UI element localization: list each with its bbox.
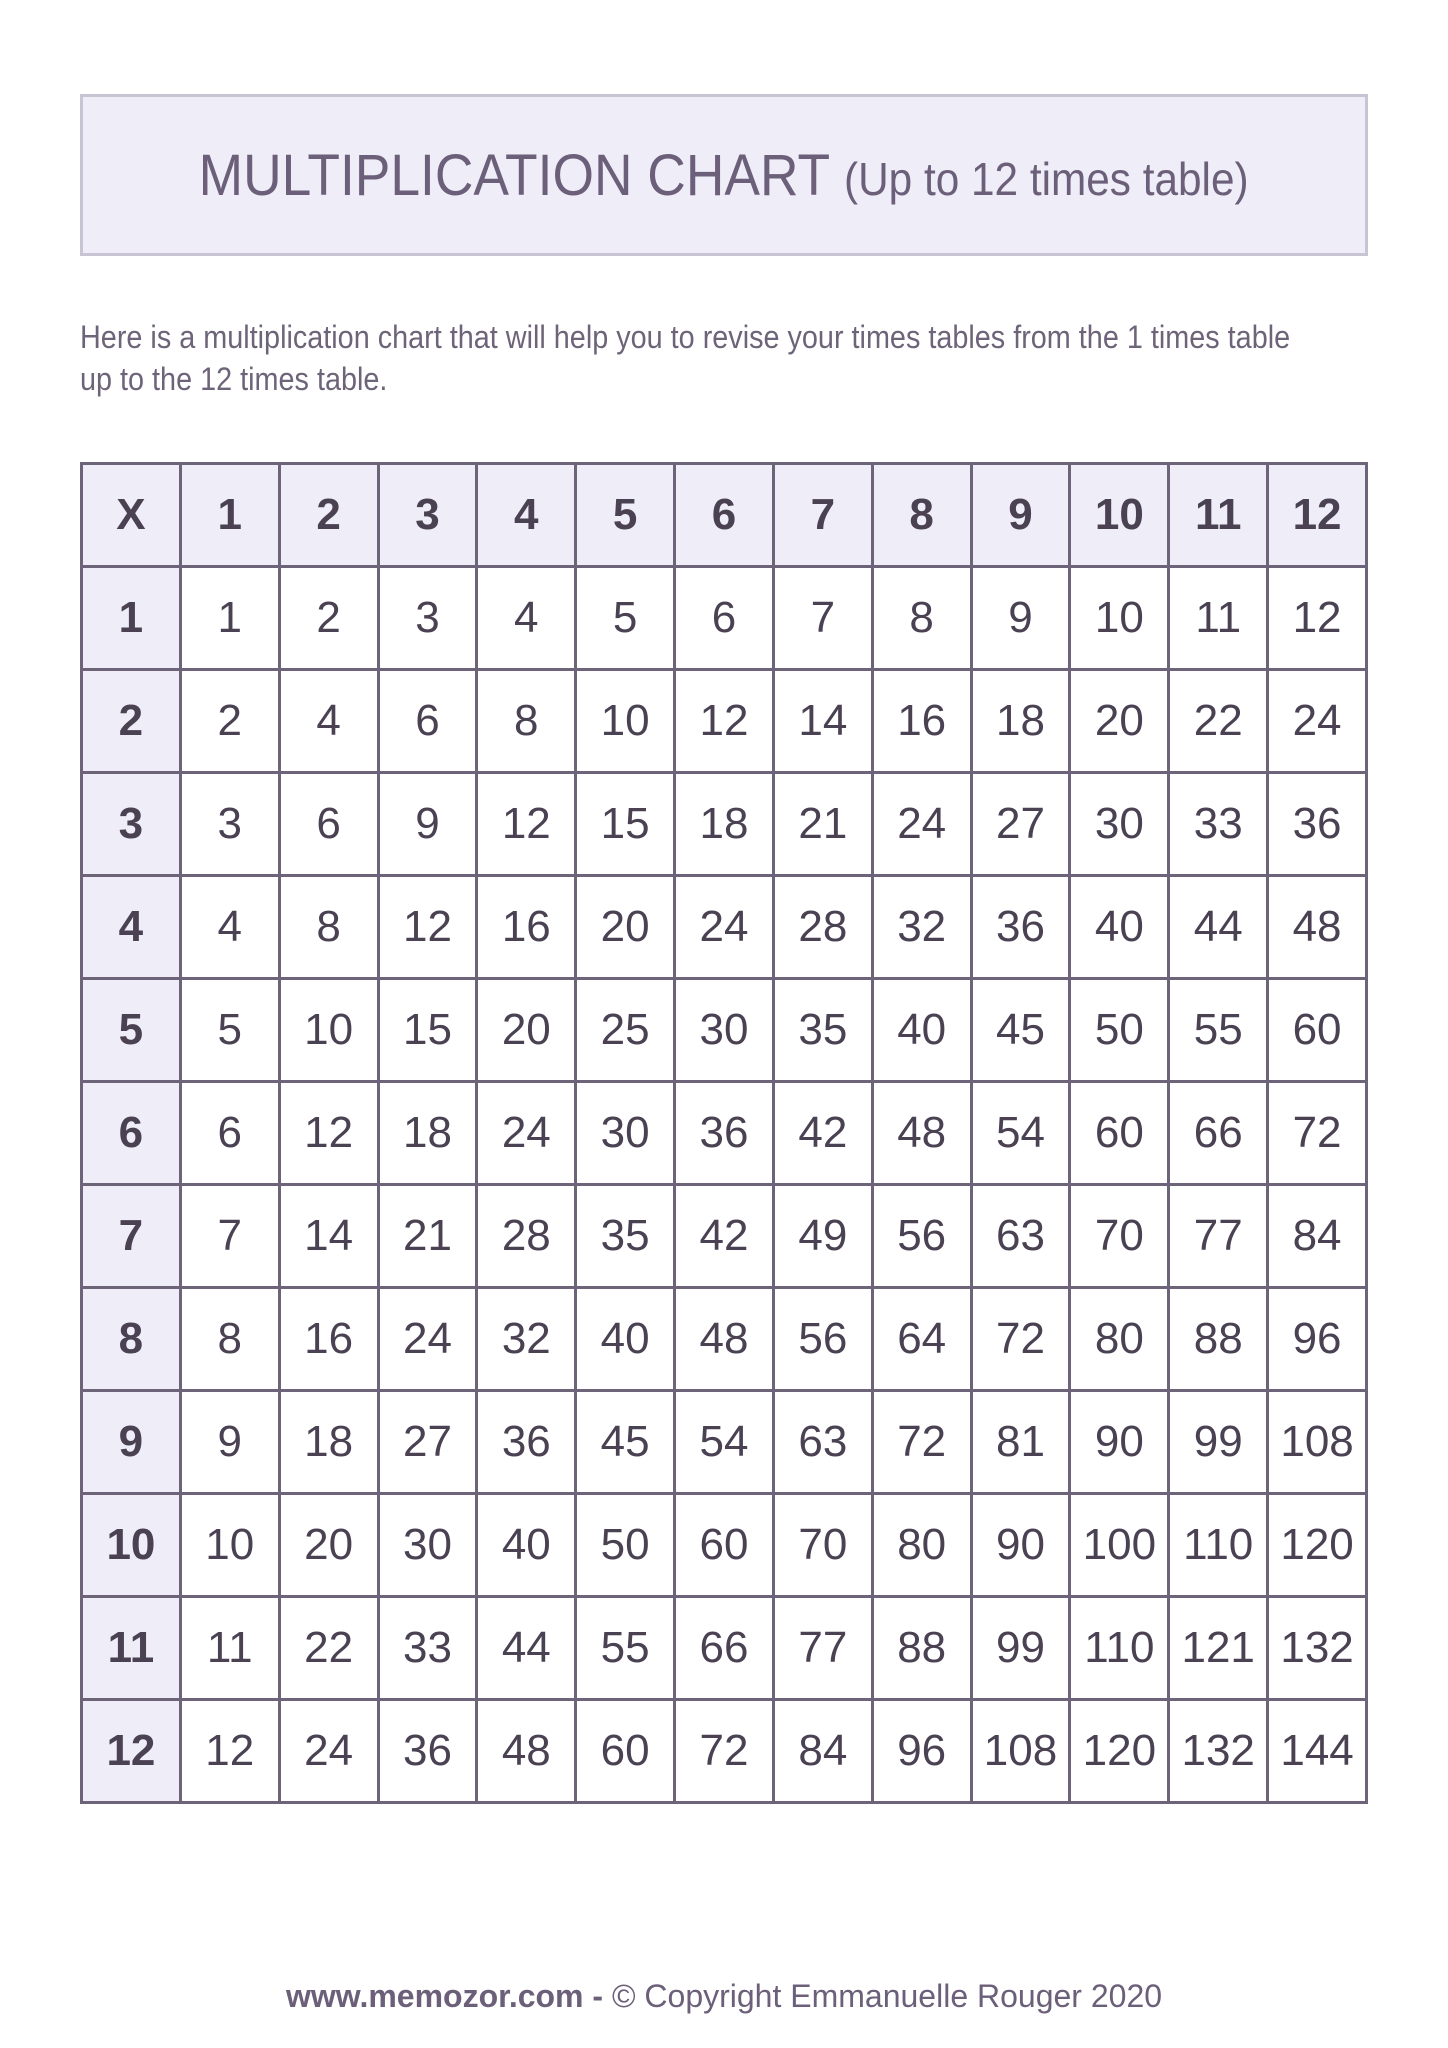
product-cell: 8	[180, 1288, 279, 1391]
product-cell: 5	[180, 979, 279, 1082]
product-cell: 8	[279, 876, 378, 979]
product-cell: 45	[971, 979, 1070, 1082]
product-cell: 10	[576, 670, 675, 773]
product-cell: 42	[675, 1185, 774, 1288]
product-cell: 32	[477, 1288, 576, 1391]
row-header: 8	[82, 1288, 181, 1391]
product-cell: 54	[675, 1391, 774, 1494]
product-cell: 48	[1268, 876, 1367, 979]
row-header: 12	[82, 1700, 181, 1803]
column-header: 2	[279, 464, 378, 567]
product-cell: 12	[1268, 567, 1367, 670]
product-cell: 40	[872, 979, 971, 1082]
product-cell: 99	[971, 1597, 1070, 1700]
product-cell: 11	[180, 1597, 279, 1700]
row-header: 1	[82, 567, 181, 670]
table-row	[82, 979, 1367, 1082]
product-cell: 84	[1268, 1185, 1367, 1288]
column-header: 11	[1169, 464, 1268, 567]
product-cell: 18	[378, 1082, 477, 1185]
product-cell: 36	[477, 1391, 576, 1494]
product-cell: 16	[872, 670, 971, 773]
product-cell: 4	[477, 567, 576, 670]
product-cell: 64	[872, 1288, 971, 1391]
table-body	[82, 567, 1367, 1803]
product-cell: 30	[675, 979, 774, 1082]
product-cell: 36	[675, 1082, 774, 1185]
table-row	[82, 876, 1367, 979]
row-header: 9	[82, 1391, 181, 1494]
product-cell: 15	[576, 773, 675, 876]
product-cell: 77	[773, 1597, 872, 1700]
table-row	[82, 670, 1367, 773]
row-header: 2	[82, 670, 181, 773]
product-cell: 30	[378, 1494, 477, 1597]
table-row	[82, 1185, 1367, 1288]
product-cell: 27	[971, 773, 1070, 876]
table-row	[82, 1494, 1367, 1597]
product-cell: 14	[773, 670, 872, 773]
product-cell: 81	[971, 1391, 1070, 1494]
product-cell: 4	[180, 876, 279, 979]
product-cell: 35	[576, 1185, 675, 1288]
product-cell: 60	[576, 1700, 675, 1803]
product-cell: 54	[971, 1082, 1070, 1185]
product-cell: 55	[576, 1597, 675, 1700]
corner-cell: X	[82, 464, 181, 567]
product-cell: 20	[279, 1494, 378, 1597]
product-cell: 80	[872, 1494, 971, 1597]
product-cell: 45	[576, 1391, 675, 1494]
footer	[0, 1978, 1448, 2015]
product-cell: 6	[279, 773, 378, 876]
product-cell: 66	[1169, 1082, 1268, 1185]
product-cell: 30	[576, 1082, 675, 1185]
product-cell: 24	[872, 773, 971, 876]
product-cell: 121	[1169, 1597, 1268, 1700]
product-cell: 32	[872, 876, 971, 979]
product-cell: 36	[971, 876, 1070, 979]
product-cell: 96	[1268, 1288, 1367, 1391]
product-cell: 88	[1169, 1288, 1268, 1391]
product-cell: 7	[773, 567, 872, 670]
product-cell: 10	[279, 979, 378, 1082]
product-cell: 108	[1268, 1391, 1367, 1494]
product-cell: 132	[1268, 1597, 1367, 1700]
product-cell: 12	[180, 1700, 279, 1803]
footer-copyright: © Copyright Emmanuelle Rouger 2020	[611, 1978, 1163, 2014]
header-row	[82, 464, 1367, 567]
product-cell: 110	[1169, 1494, 1268, 1597]
product-cell: 56	[872, 1185, 971, 1288]
product-cell: 7	[180, 1185, 279, 1288]
table-row	[82, 773, 1367, 876]
product-cell: 50	[576, 1494, 675, 1597]
column-header: 8	[872, 464, 971, 567]
product-cell: 132	[1169, 1700, 1268, 1803]
product-cell: 12	[279, 1082, 378, 1185]
product-cell: 72	[675, 1700, 774, 1803]
product-cell: 55	[1169, 979, 1268, 1082]
product-cell: 22	[1169, 670, 1268, 773]
row-header: 10	[82, 1494, 181, 1597]
title-box	[80, 94, 1368, 256]
product-cell: 21	[773, 773, 872, 876]
product-cell: 28	[773, 876, 872, 979]
product-cell: 42	[773, 1082, 872, 1185]
product-cell: 25	[576, 979, 675, 1082]
product-cell: 27	[378, 1391, 477, 1494]
column-header: 12	[1268, 464, 1367, 567]
product-cell: 60	[675, 1494, 774, 1597]
product-cell: 18	[279, 1391, 378, 1494]
product-cell: 70	[773, 1494, 872, 1597]
row-header: 3	[82, 773, 181, 876]
row-header: 11	[82, 1597, 181, 1700]
product-cell: 3	[180, 773, 279, 876]
product-cell: 12	[378, 876, 477, 979]
product-cell: 2	[279, 567, 378, 670]
product-cell: 84	[773, 1700, 872, 1803]
product-cell: 18	[675, 773, 774, 876]
product-cell: 2	[180, 670, 279, 773]
product-cell: 36	[378, 1700, 477, 1803]
product-cell: 44	[477, 1597, 576, 1700]
product-cell: 35	[773, 979, 872, 1082]
product-cell: 33	[1169, 773, 1268, 876]
product-cell: 28	[477, 1185, 576, 1288]
product-cell: 40	[477, 1494, 576, 1597]
product-cell: 10	[180, 1494, 279, 1597]
product-cell: 100	[1070, 1494, 1169, 1597]
product-cell: 49	[773, 1185, 872, 1288]
product-cell: 40	[1070, 876, 1169, 979]
product-cell: 56	[773, 1288, 872, 1391]
row-header: 4	[82, 876, 181, 979]
product-cell: 24	[279, 1700, 378, 1803]
product-cell: 33	[378, 1597, 477, 1700]
product-cell: 24	[477, 1082, 576, 1185]
intro-line-1: Here is a multiplication chart that will help you to revise your times tables from the 1 times table	[80, 319, 1291, 355]
product-cell: 30	[1070, 773, 1169, 876]
product-cell: 44	[1169, 876, 1268, 979]
product-cell: 24	[1268, 670, 1367, 773]
product-cell: 18	[971, 670, 1070, 773]
column-header: 3	[378, 464, 477, 567]
table-row	[82, 1700, 1367, 1803]
product-cell: 72	[872, 1391, 971, 1494]
product-cell: 22	[279, 1597, 378, 1700]
title-subtitle: (Up to 12 times table)	[844, 152, 1249, 205]
product-cell: 3	[378, 567, 477, 670]
product-cell: 12	[477, 773, 576, 876]
column-header: 10	[1070, 464, 1169, 567]
product-cell: 24	[378, 1288, 477, 1391]
product-cell: 36	[1268, 773, 1367, 876]
product-cell: 20	[1070, 670, 1169, 773]
intro-line-2: up to the 12 times table.	[80, 361, 388, 397]
product-cell: 14	[279, 1185, 378, 1288]
product-cell: 4	[279, 670, 378, 773]
product-cell: 12	[675, 670, 774, 773]
product-cell: 90	[1070, 1391, 1169, 1494]
product-cell: 90	[971, 1494, 1070, 1597]
product-cell: 20	[477, 979, 576, 1082]
product-cell: 24	[675, 876, 774, 979]
product-cell: 8	[872, 567, 971, 670]
column-header: 9	[971, 464, 1070, 567]
column-header: 7	[773, 464, 872, 567]
product-cell: 9	[378, 773, 477, 876]
product-cell: 144	[1268, 1700, 1367, 1803]
product-cell: 6	[378, 670, 477, 773]
product-cell: 63	[773, 1391, 872, 1494]
product-cell: 40	[576, 1288, 675, 1391]
column-header: 1	[180, 464, 279, 567]
product-cell: 77	[1169, 1185, 1268, 1288]
product-cell: 108	[971, 1700, 1070, 1803]
table-row	[82, 1082, 1367, 1185]
product-cell: 120	[1070, 1700, 1169, 1803]
table-row	[82, 1597, 1367, 1700]
footer-separator: -	[583, 1978, 612, 2014]
row-header: 7	[82, 1185, 181, 1288]
product-cell: 60	[1070, 1082, 1169, 1185]
column-header: 4	[477, 464, 576, 567]
product-cell: 11	[1169, 567, 1268, 670]
product-cell: 50	[1070, 979, 1169, 1082]
page-title	[199, 142, 1249, 209]
row-header: 6	[82, 1082, 181, 1185]
product-cell: 60	[1268, 979, 1367, 1082]
product-cell: 70	[1070, 1185, 1169, 1288]
product-cell: 5	[576, 567, 675, 670]
product-cell: 110	[1070, 1597, 1169, 1700]
table-row	[82, 567, 1367, 670]
product-cell: 63	[971, 1185, 1070, 1288]
table-row	[82, 1391, 1367, 1494]
product-cell: 1	[180, 567, 279, 670]
table-row	[82, 1288, 1367, 1391]
product-cell: 72	[971, 1288, 1070, 1391]
product-cell: 72	[1268, 1082, 1367, 1185]
product-cell: 9	[971, 567, 1070, 670]
product-cell: 6	[180, 1082, 279, 1185]
product-cell: 48	[477, 1700, 576, 1803]
product-cell: 48	[675, 1288, 774, 1391]
product-cell: 88	[872, 1597, 971, 1700]
product-cell: 96	[872, 1700, 971, 1803]
product-cell: 8	[477, 670, 576, 773]
product-cell: 10	[1070, 567, 1169, 670]
product-cell: 48	[872, 1082, 971, 1185]
product-cell: 120	[1268, 1494, 1367, 1597]
title-main: MULTIPLICATION CHART	[199, 142, 830, 208]
product-cell: 80	[1070, 1288, 1169, 1391]
product-cell: 99	[1169, 1391, 1268, 1494]
multiplication-table	[80, 462, 1368, 1804]
product-cell: 16	[279, 1288, 378, 1391]
intro-paragraph	[80, 316, 1291, 400]
column-header: 6	[675, 464, 774, 567]
product-cell: 6	[675, 567, 774, 670]
product-cell: 21	[378, 1185, 477, 1288]
product-cell: 9	[180, 1391, 279, 1494]
column-header: 5	[576, 464, 675, 567]
product-cell: 66	[675, 1597, 774, 1700]
product-cell: 20	[576, 876, 675, 979]
product-cell: 16	[477, 876, 576, 979]
row-header: 5	[82, 979, 181, 1082]
footer-site: www.memozor.com	[285, 1978, 584, 2014]
product-cell: 15	[378, 979, 477, 1082]
